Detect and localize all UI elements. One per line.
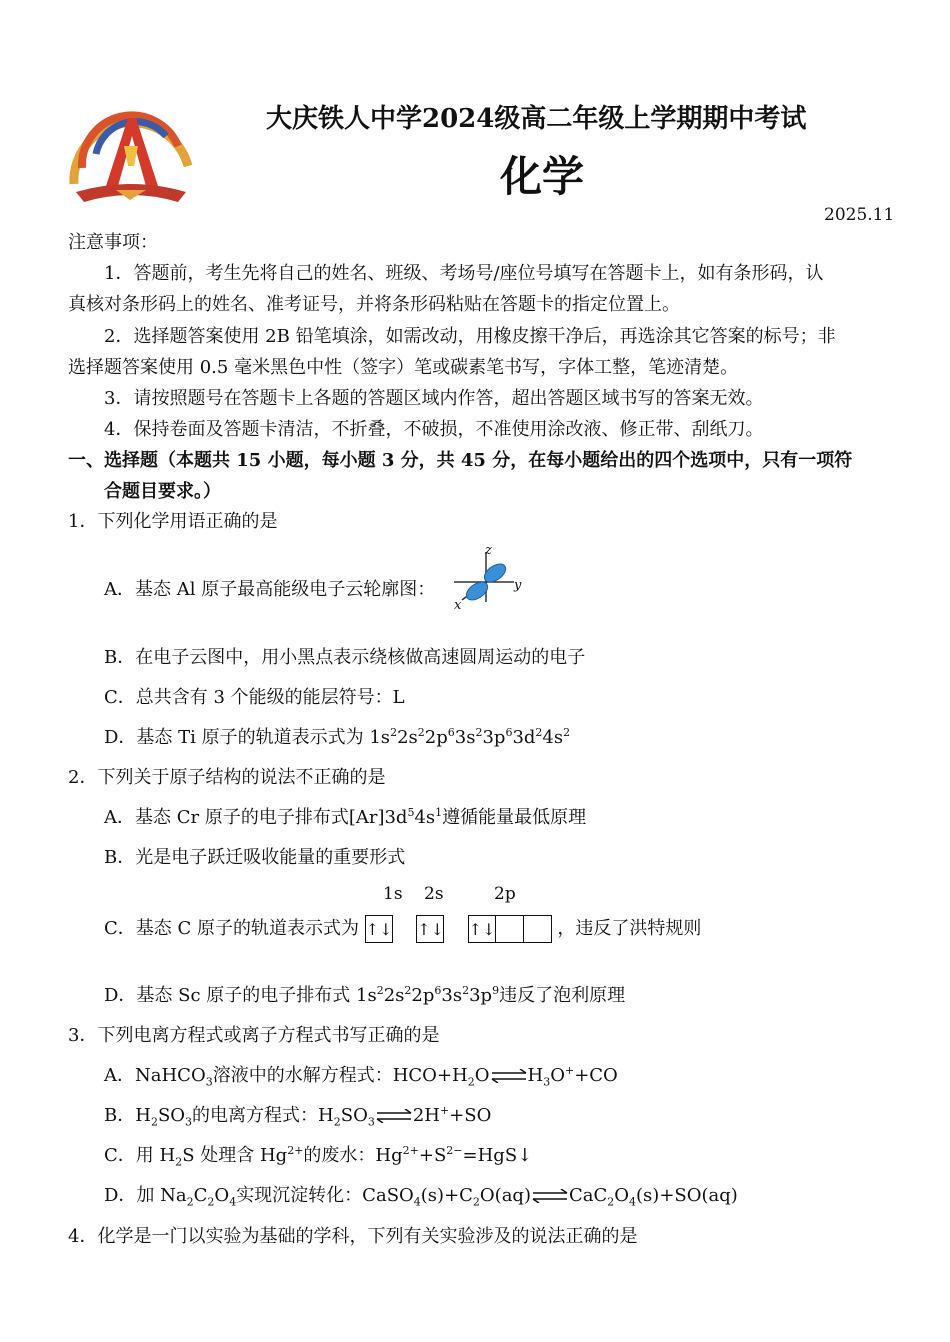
orbital-label-2p: 2p bbox=[494, 884, 516, 904]
exam-date: 2025.11 bbox=[824, 205, 895, 225]
section-heading-line-1: 一、选择题（本题共 15 小题，每小题 3 分，共 45 分，在每小题给出的四个选项中，只有一项符 bbox=[68, 450, 853, 471]
q2-option-a: A．基态 Cr 原子的电子排布式$[Ar]3d^54s^1$遵循能量最低原理 bbox=[104, 806, 587, 828]
q3-option-b: B．$H_2SO_3$的电离方程式：$H_2SO_3$ 2H++SO bbox=[104, 1104, 492, 1129]
notice-item-2-line-1: 2．选择题答案使用 2B 铅笔填涂，如需改动，用橡皮擦干净后，再选涂其它答案的标号；非 bbox=[104, 326, 836, 347]
q4-stem: 4．化学是一门以实验为基础的学科，下列有关实验涉及的说法正确的是 bbox=[68, 1226, 638, 1247]
orbital-box-2p-1: ↑↓ bbox=[468, 915, 496, 943]
q1-option-c: C．总共含有 3 个能级的能层符号：L bbox=[104, 687, 405, 708]
notice-item-3: 3．请按照题号在答题卡上各题的答题区域内作答，超出答题区域书写的答案无效。 bbox=[104, 388, 764, 409]
notice-item-4: 4．保持卷面及答题卡清洁，不折叠，不破损，不准使用涂改液、修正带、刮纸刀。 bbox=[104, 419, 764, 440]
q1-option-d: D．基态 Ti 原子的轨道表示式为 $1s^22s^22p^63s^23p^63d^24s^2$ bbox=[104, 726, 571, 748]
notice-title: 注意事项： bbox=[68, 232, 158, 253]
q1-option-b: B．在电子云图中，用小黑点表示绕核做高速圆周运动的电子 bbox=[104, 647, 586, 668]
orbital-label-2s: 2s bbox=[424, 884, 444, 904]
subject-title: 化学 bbox=[500, 152, 585, 201]
q3-option-d: D．加 $Na_2C_2O_4$实现沉淀转化：$CaSO_4(s)+C_2O(aq)$ $CaC_2O_4(s)+SO(aq)$ bbox=[104, 1185, 738, 1209]
equilibrium-arrow-icon bbox=[375, 1109, 413, 1123]
notice-item-1-line-1: 1．答题前，考生先将自己的姓名、班级、考场号/座位号填写在答题卡上，如有条形码，认 bbox=[104, 263, 824, 284]
orbital-box-2p-2 bbox=[496, 915, 524, 943]
orbital-box-1s: ↑↓ bbox=[365, 915, 393, 943]
axis-y-label: y bbox=[514, 578, 522, 593]
axis-x-label: x bbox=[454, 598, 462, 613]
school-logo bbox=[66, 96, 196, 216]
q3-stem: 3．下列电离方程式或离子方程式书写正确的是 bbox=[68, 1025, 440, 1046]
orbital-label-1s: 1s bbox=[383, 884, 403, 904]
orbital-box-2p-3 bbox=[524, 915, 552, 943]
q2-stem: 2．下列关于原子结构的说法不正确的是 bbox=[68, 767, 386, 788]
q1-stem: 1．下列化学用语正确的是 bbox=[68, 511, 278, 532]
q2-option-b: B．光是电子跃迁吸收能量的重要形式 bbox=[104, 847, 406, 868]
q3-option-c: C．用 $H_2S$ 处理含 $Hg^{2+}$的废水：$Hg^{2+}+S^{2-}=HgS↓$ bbox=[104, 1144, 533, 1169]
axis-z-label: z bbox=[485, 543, 492, 558]
q1-option-a: A．基态 Al 原子最高能级电子云轮廓图： bbox=[104, 579, 436, 600]
school-title: 大庆铁人中学2024级高二年级上学期期中考试 bbox=[266, 104, 807, 134]
q3-option-a: A．NaHCO$_3$溶液中的水解方程式：$HCO+H_2O$ $H_3O^++CO$ bbox=[104, 1064, 618, 1089]
equilibrium-arrow-icon bbox=[490, 1069, 528, 1083]
section-heading-line-2: 合题目要求。） bbox=[104, 481, 221, 502]
equilibrium-arrow-icon bbox=[531, 1189, 569, 1203]
notice-item-2-line-2: 选择题答案使用 0.5 毫米黑色中性（签字）笔或碳素笔书写，字体工整，笔迹清楚。 bbox=[68, 357, 739, 378]
q2-option-c: C．基态 C 原子的轨道表示式为 ↑↓ ↑↓ ↑↓ ，违反了洪特规则 bbox=[104, 915, 701, 943]
q2-option-d: D．基态 Sc 原子的电子排布式 $1s^22s^22p^63s^23p^9$违反了泡利原理 bbox=[104, 984, 626, 1006]
orbital-box-2s: ↑↓ bbox=[416, 915, 444, 943]
notice-item-1-line-2: 真核对条形码上的姓名、准考证号，并将条形码粘贴在答题卡的指定位置上。 bbox=[68, 294, 680, 315]
orbital-box-group-2p bbox=[468, 915, 552, 943]
